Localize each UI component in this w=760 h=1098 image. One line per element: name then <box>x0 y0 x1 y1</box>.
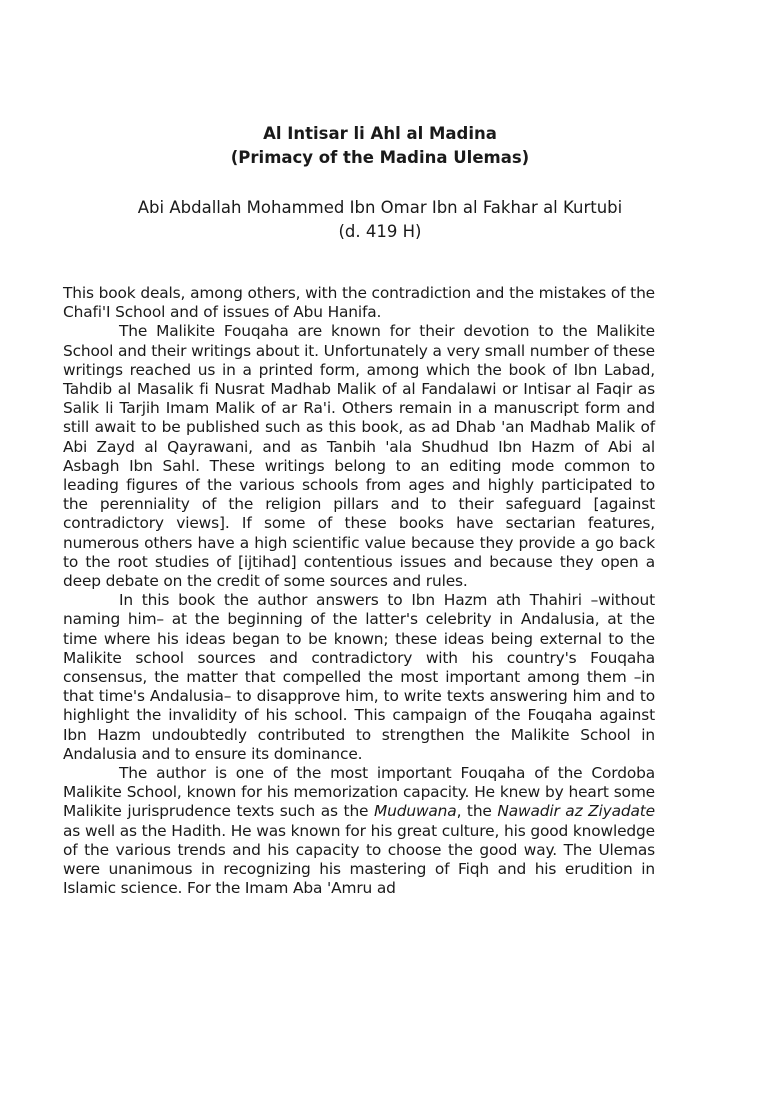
paragraph-3: In this book the author answers to Ibn Hazm ath Thahiri –without naming him– at the beginning of the latter's celebrity in Andalusia, at the time where his ideas began to be known; these ideas being external to the Malikite school sources and contradictory with his country's Fouqaha consensus, the matter that compelled the most important among them –in that time's Andalusia– to disapprove him, to write texts answering him and to highlight the invalidity of his school. This campaign of the Fouqaha against Ibn Hazm undoubtedly contributed to strengthen the Malikite School in Andalusia and to ensure its dominance. <box>63 591 655 763</box>
muduwana-title: Muduwana <box>374 802 457 821</box>
paragraph-4-part-a: The author is one of the most important Fouqaha of the Cordoba Malikite School, known for his memorization capacity. He knew by heart some Malikite jurisprudence texts such as the <box>63 764 655 821</box>
paragraph-4-part-b: , the <box>456 802 498 821</box>
title-block <box>0 122 760 170</box>
document-subtitle: (Primacy of the Madina Ulemas) <box>230 148 530 167</box>
paragraph-1: This book deals, among others, with the contradiction and the mistakes of the Chafi'I School and of issues of Abu Hanifa. <box>63 284 655 322</box>
author-block <box>0 196 760 244</box>
author-name: Abi Abdallah Mohammed Ibn Omar Ibn al Fakhar al Kurtubi <box>137 198 623 217</box>
author-death-date: (d. 419 H) <box>338 222 422 241</box>
paragraph-4-part-c: as well as the Hadith. He was known for his great culture, his good knowledge of the various trends and his capacity to choose the good way. The Ulemas were unanimous in recognizing his mastering of Fiqh and his erudition in Islamic science. For the Imam Aba 'Amru ad <box>63 821 655 898</box>
document-title: Al Intisar li Ahl al Madina <box>263 124 497 143</box>
body-text <box>63 284 655 899</box>
nawadir-title: Nawadir az Ziyadate <box>497 802 655 821</box>
paragraph-2: The Malikite Fouqaha are known for their devotion to the Malikite School and their writings about it. Unfortunately a very small number of these writings reached us in a printed form, among which the book of Ibn Labad, Tahdib al Masalik fi Nusrat Madhab Malik of al Fandalawi or Intisar al Faqir as Salik li Tarjih Imam Malik of ar Ra'i. Others remain in a manuscript form and still await to be published such as this book, as ad Dhab 'an Madhab Malik of Abi Zayd al Qayrawani, and as Tanbih 'ala Shudhud Ibn Hazm of Abi al Asbagh Ibn Sahl. These writings belong to an editing mode common to leading figures of the various schools from ages and highly participated to the perenniality of the religion pillars and to their safeguard [against contradictory views]. If some of these books have sectarian features, numerous others have a high scientific value because they provide a go back to the root studies of [ijtihad] contentious issues and because they open a deep debate on the credit of some sources and rules. <box>63 322 655 591</box>
paragraph-4 <box>63 764 655 898</box>
